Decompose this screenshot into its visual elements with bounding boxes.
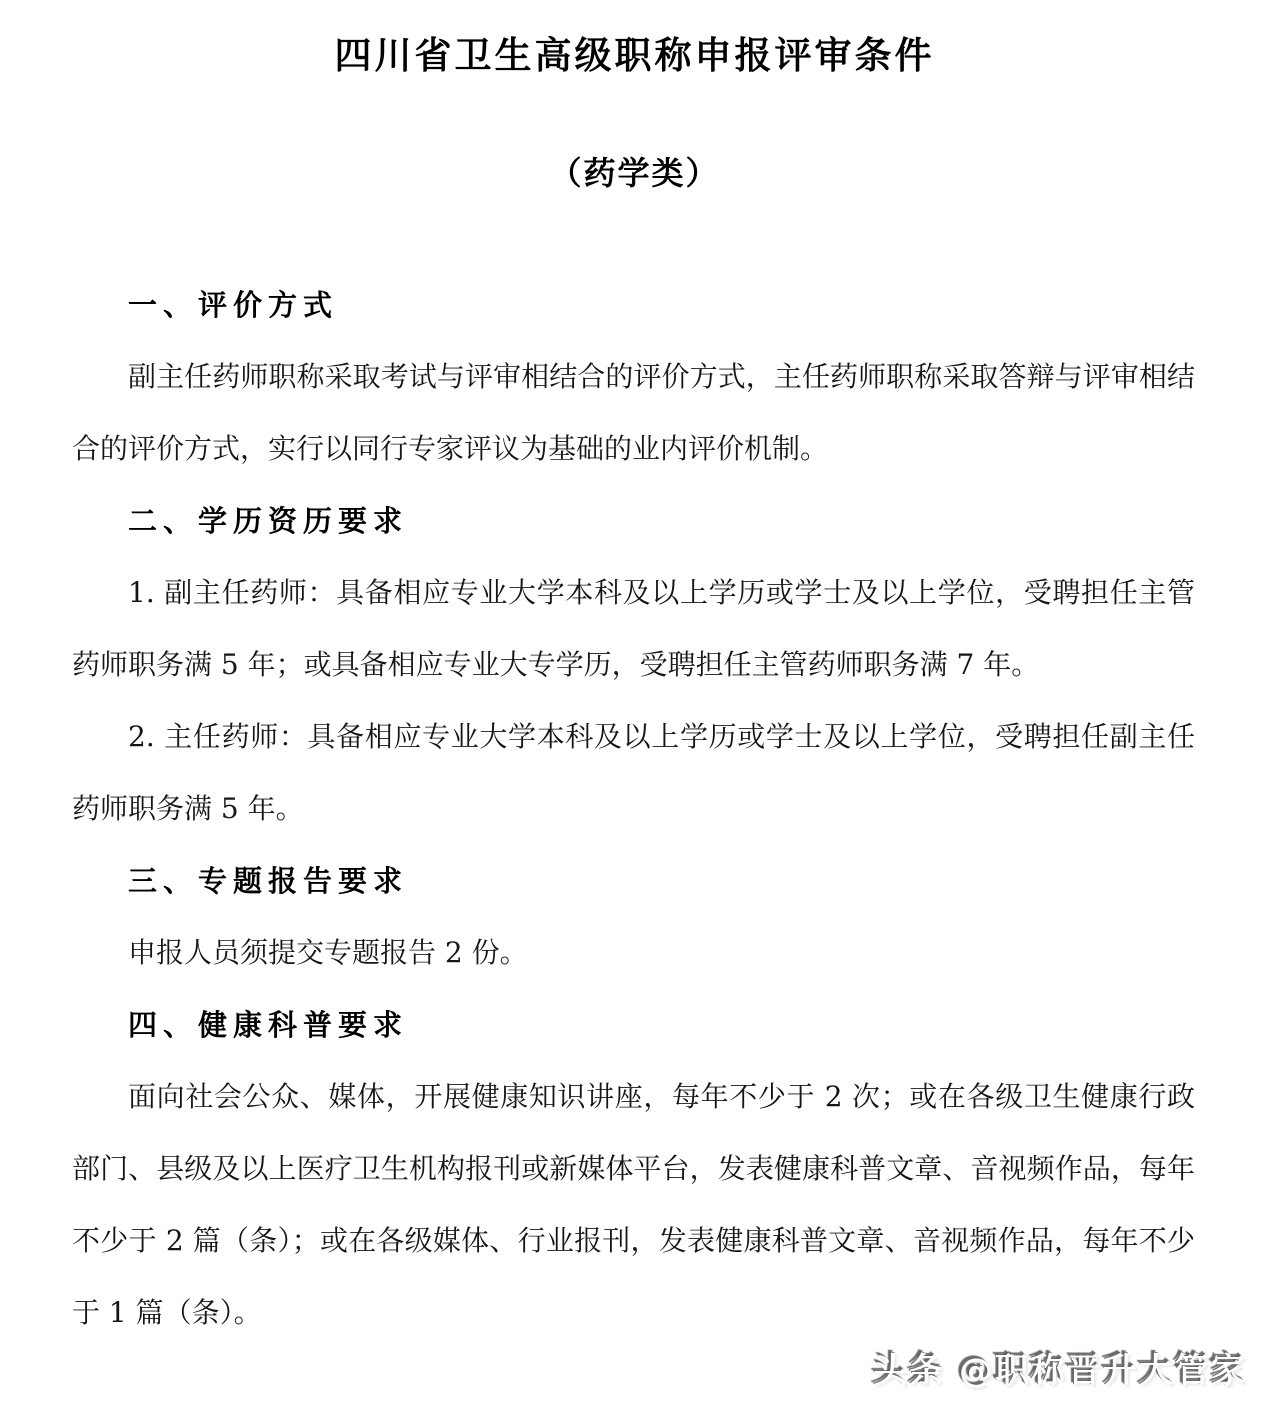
section-3-heading-special-report: 三、专题报告要求 [128, 864, 409, 898]
section-3-paragraph: 申报人员须提交专题报告 2 份。 [128, 936, 528, 969]
section-2-paragraph-1: 1. 副主任药师：具备相应专业大学本科及以上学历或学士及以上学位，受聘担任主管药师职务满 5 年；或具备相应专业大专学历，受聘担任主管药师职务满 7 年。 [72, 576, 1195, 681]
section-4-paragraph: 面向社会公众、媒体，开展健康知识讲座，每年不少于 2 次；或在各级卫生健康行政部门、县级及以上医疗卫生机构报刊或新媒体平台，发表健康科普文章、音视频作品，每年不少于 2 篇（条）；或在各级媒体、行业报刊，发表健康科普文章、音视频作品，每年不少于 1 篇（条）。 [72, 1080, 1195, 1329]
document-title: 四川省卫生高级职称申报评审条件 [334, 34, 935, 77]
section-2-heading-education-seniority: 二、学历资历要求 [128, 504, 409, 538]
document-body [72, 269, 1195, 1349]
section-2-paragraph-2: 2. 主任药师：具备相应专业大学本科及以上学历或学士及以上学位，受聘担任副主任药师职务满 5 年。 [72, 720, 1195, 825]
section-1-heading-evaluation-method: 一、评价方式 [128, 288, 339, 322]
watermark-toutiao: 头条 @职称晋升大管家 [873, 1351, 1247, 1391]
section-1-paragraph: 副主任药师职称采取考试与评审相结合的评价方式，主任药师职称采取答辩与评审相结合的评价方式，实行以同行专家评议为基础的业内评价机制。 [72, 360, 1195, 465]
document-subtitle: （药学类） [549, 154, 720, 192]
section-4-heading-health-science-popularization: 四、健康科普要求 [128, 1008, 409, 1042]
